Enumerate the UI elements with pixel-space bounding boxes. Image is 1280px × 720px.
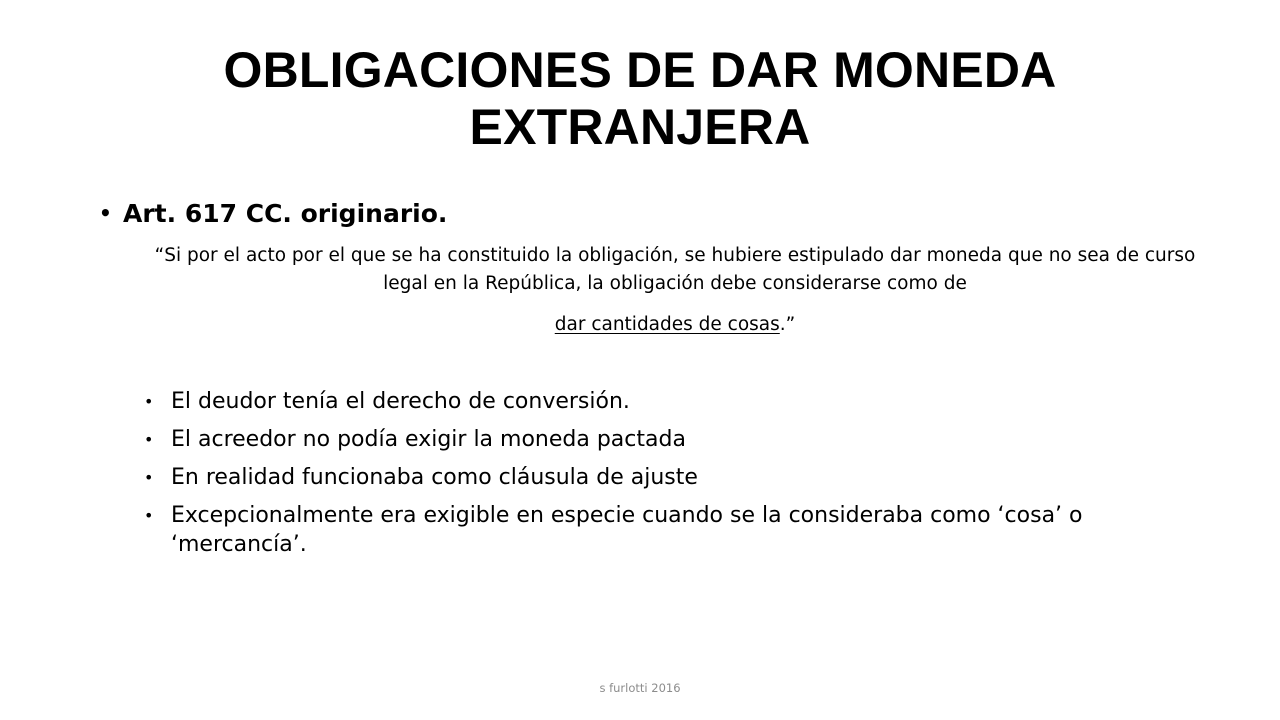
list-item-text: El deudor tenía el derecho de conversión. <box>171 389 630 414</box>
list-item-text: El acreedor no podía exigir la moneda pactada <box>171 427 686 452</box>
list-item-text: En realidad funcionaba como cláusula de ajuste <box>171 465 698 490</box>
sub-bullet-list <box>144 387 1184 568</box>
main-bullet-text: Art. 617 CC. originario. <box>123 199 448 228</box>
bullet-dot-icon: • <box>144 468 154 487</box>
list-item <box>144 425 1184 454</box>
slide-footer: s furlotti 2016 <box>599 681 681 695</box>
bullet-dot-icon: • <box>144 506 154 525</box>
quote-underlined-text: dar cantidades de cosas <box>554 314 780 335</box>
bullet-dot-icon: • <box>144 430 154 449</box>
list-item <box>144 387 1184 416</box>
list-item-text: Excepcionalmente era exigible en especie cuando se la consideraba como ‘cosa’ o ‘mercancía’. <box>171 503 1083 557</box>
list-item <box>144 501 1184 559</box>
bullet-dot-icon: • <box>99 201 112 225</box>
quote-text: “Si por el acto por el que se ha constituido la obligación, se hubiere estipulado dar moneda que no sea de curso legal en la República, la obligación debe considerarse como de <box>154 245 1196 294</box>
quote-closing: .” <box>779 314 796 335</box>
list-item <box>144 463 1184 492</box>
slide-title: OBLIGACIONES DE DAR MONEDA EXTRANJERA <box>223 42 1057 155</box>
bullet-dot-icon: • <box>144 392 154 411</box>
quote-ending <box>150 311 1200 339</box>
main-bullet <box>99 195 447 232</box>
